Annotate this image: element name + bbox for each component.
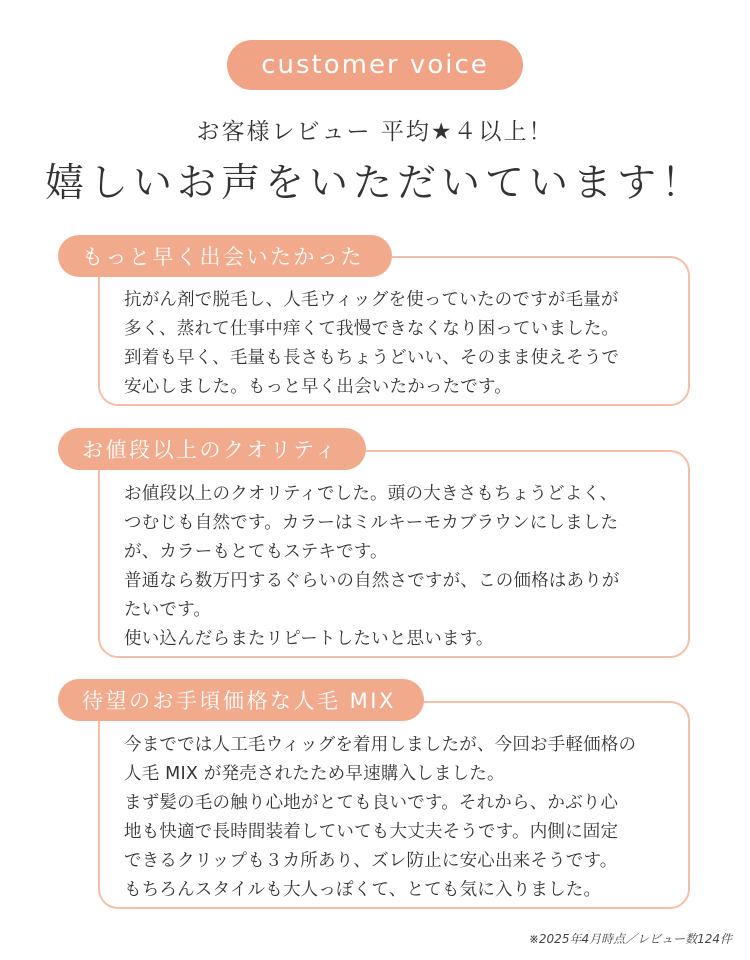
- review-body-2: [124, 480, 674, 654]
- review-3-line-3: まず髪の毛の触り心地がとても良いです。それから、かぶり心: [124, 793, 619, 813]
- review-heading-1: もっと早く出会いたかった: [58, 235, 392, 277]
- customer-voice-pill: customer voice: [227, 40, 523, 90]
- review-2-line-3: が、カラーもとてもステキです。: [124, 542, 388, 562]
- review-card-3: [98, 701, 690, 909]
- review-3-line-4: 地も快適で長時間装着していても大丈夫そうです。内側に固定: [124, 822, 619, 842]
- review-average-subtitle: お客様レビュー 平均★４以上！: [196, 119, 554, 145]
- review-2-line-5: たいです。: [124, 600, 212, 620]
- review-1-line-3: 到着も早く、毛量も長さもちょうどいい、そのまま使えそうで: [124, 348, 620, 368]
- review-card-1: [98, 256, 690, 406]
- review-1-line-1: 抗がん剤で脱毛し、人毛ウィッグを使っていたのですが毛量が: [124, 290, 619, 310]
- review-2-line-2: つむじも自然です。カラーはミルキーモカブラウンにしました: [124, 513, 619, 533]
- review-2-line-1: お値段以上のクオリティでした。頭の大きさもちょうどよく、: [124, 484, 618, 504]
- review-3-line-1: 今まででは人工毛ウィッグを着用しましたが、今回お手軽価格の: [124, 735, 637, 755]
- review-body-3: [124, 731, 674, 905]
- review-2-line-6: 使い込んだらまたリピートしたいと思います。: [124, 629, 494, 649]
- review-2-line-4: 普通なら数万円するぐらいの自然さですが、この価格はありが: [124, 571, 620, 591]
- review-1-line-2: 多く、蒸れて仕事中痒くて我慢できなくなり困っていました。: [124, 319, 620, 339]
- page-title: 嬉しいお声をいただいています！: [44, 161, 705, 206]
- review-card-2: [98, 450, 690, 658]
- review-3-line-2: 人毛 MIX が発売されたため早速購入しました。: [124, 764, 505, 784]
- review-3-line-5: できるクリップも３カ所あり、ズレ防止に安心出来そうです。: [124, 851, 618, 871]
- review-3-line-6: もちろんスタイルも大人っぽくて、とても気に入りました。: [124, 880, 602, 900]
- review-1-line-4: 安心しました。もっと早く出会いたかったです。: [124, 377, 512, 397]
- review-body-1: [124, 286, 674, 402]
- review-heading-2: お値段以上のクオリティ: [58, 428, 366, 470]
- review-footnote: ※2025年4月時点／レビュー数124件: [528, 932, 732, 946]
- review-heading-3: 待望のお手頃価格な人毛 MIX: [58, 679, 424, 721]
